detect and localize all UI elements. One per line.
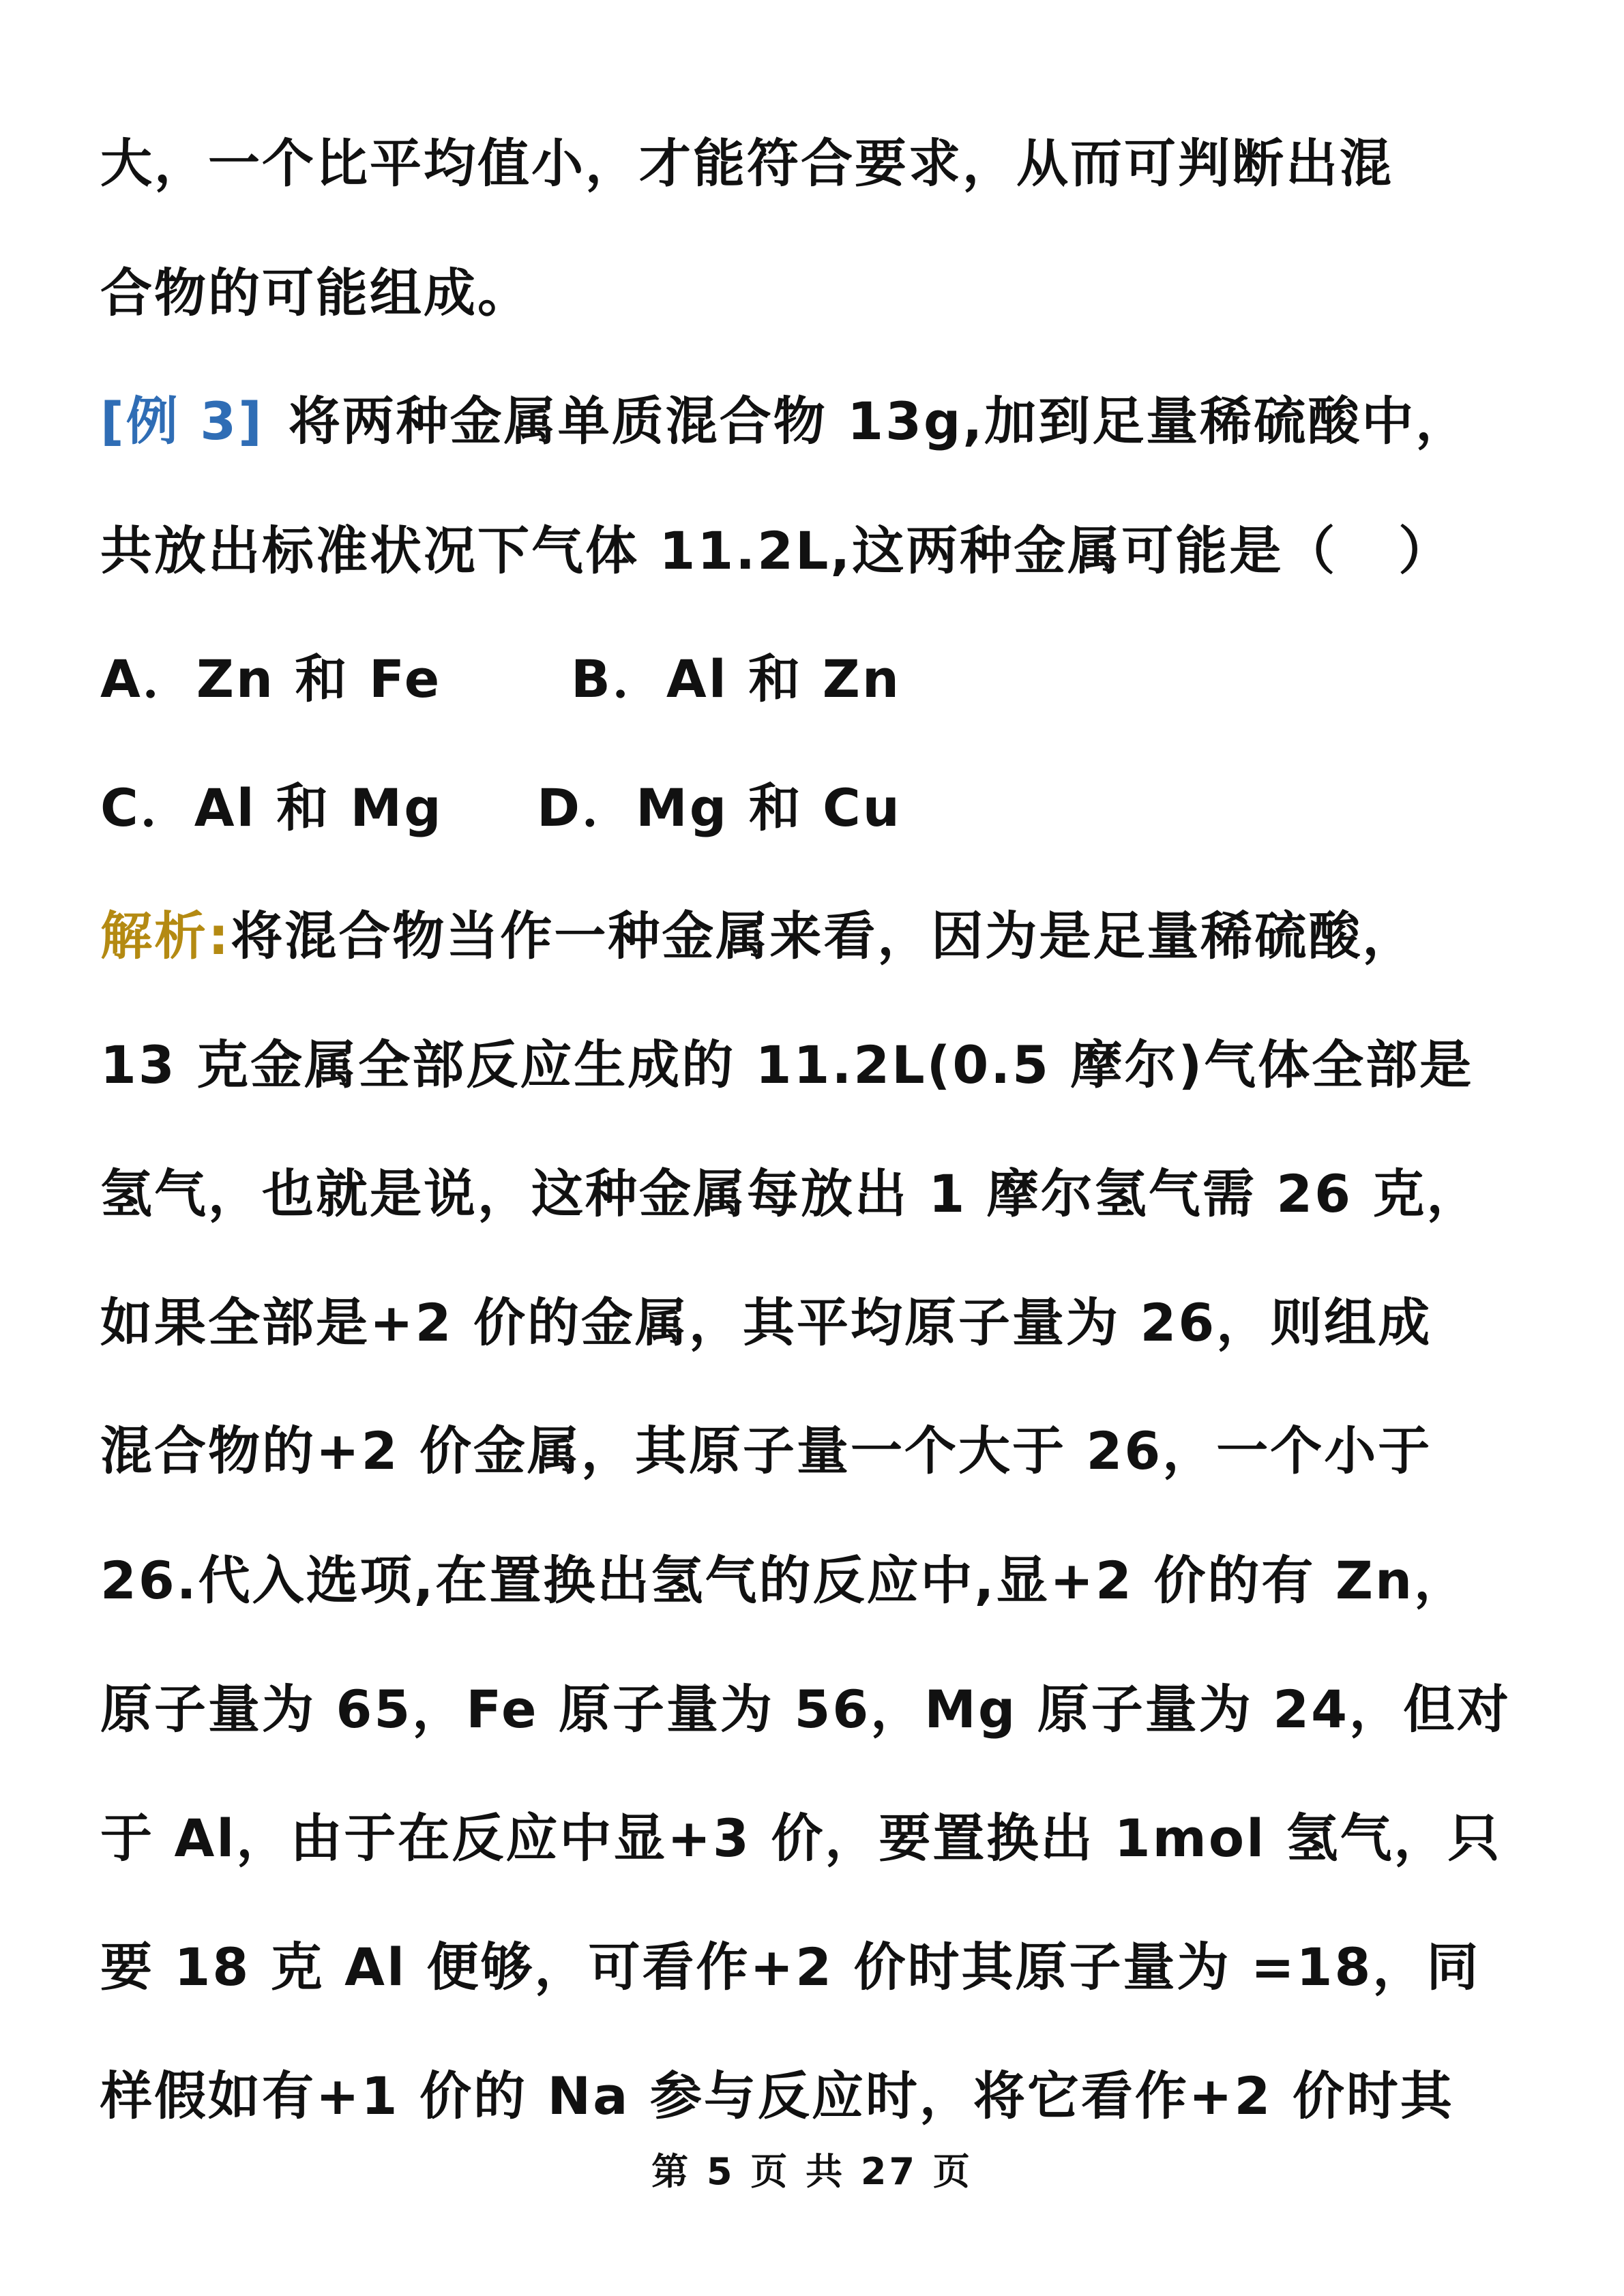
text-line bbox=[100, 252, 1526, 334]
analysis-text: 氢气，也就是说，这种金属每放出 1 摩尔氢气需 26 克， bbox=[100, 1163, 1481, 1224]
analysis-text: 原子量为 65，Fe 原子量为 56，Mg 原子量为 24，但对 bbox=[100, 1679, 1511, 1740]
paragraph-text: 大，一个比平均值小，才能符合要求，从而可判断出混 bbox=[100, 133, 1393, 194]
text-line bbox=[100, 123, 1526, 205]
analysis-text: 26.代入选项,在置换出氢气的反应中,显+2 价的有 Zn， bbox=[100, 1550, 1468, 1611]
example-question-text: 共放出标准状况下气体 11.2L,这两种金属可能是（ bbox=[100, 520, 1338, 581]
analysis-text: 将混合物当作一种金属来看，因为是足量稀硫酸， bbox=[231, 906, 1417, 966]
text-line bbox=[100, 1410, 1526, 1492]
options-row bbox=[100, 638, 1526, 720]
analysis-label: 解析: bbox=[100, 906, 231, 966]
page-footer bbox=[0, 2145, 1624, 2199]
option-d: D．Mg 和 Cu bbox=[537, 777, 902, 838]
option-b: B．Al 和 Zn bbox=[571, 648, 901, 709]
option-a: A．Zn 和 Fe bbox=[100, 648, 442, 709]
analysis-text: 要 18 克 Al 便够，可看作+2 价时其原子量为 =18，同 bbox=[100, 1937, 1481, 1997]
option-c: C．Al 和 Mg bbox=[100, 777, 443, 838]
options-row bbox=[100, 767, 1526, 849]
analysis-text: 混合物的+2 价金属，其原子量一个大于 26，一个小于 bbox=[100, 1420, 1432, 1481]
text-line bbox=[100, 1798, 1526, 1879]
analysis-heading-line bbox=[100, 895, 1526, 977]
text-line bbox=[100, 1669, 1526, 1750]
text-line bbox=[100, 2055, 1526, 2137]
text-line bbox=[100, 1540, 1526, 1622]
analysis-text: 13 克金属全部反应生成的 11.2L(0.5 摩尔)气体全部是 bbox=[100, 1034, 1474, 1095]
text-line bbox=[100, 1282, 1526, 1364]
analysis-text: 如果全部是+2 价的金属，其平均原子量为 26，则组成 bbox=[100, 1292, 1432, 1353]
text-line bbox=[100, 1024, 1526, 1106]
example-label: [例 3] bbox=[100, 391, 264, 451]
page-number: 第 5 页 共 27 页 bbox=[651, 2150, 973, 2193]
text-line bbox=[100, 1926, 1526, 2008]
text-line bbox=[100, 510, 1526, 592]
analysis-text: 于 Al，由于在反应中显+3 价，要置换出 1mol 氢气，只 bbox=[100, 1808, 1502, 1868]
example-question-text: 将两种金属单质混合物 13g,加到足量稀硫酸中， bbox=[288, 391, 1470, 451]
text-line bbox=[100, 1153, 1526, 1235]
analysis-text: 样假如有+1 价的 Na 参与反应时，将它看作+2 价时其 bbox=[100, 2066, 1454, 2126]
example-heading-line bbox=[100, 381, 1526, 462]
paragraph-text: 合物的可能组成。 bbox=[100, 263, 531, 323]
closing-paren: ） bbox=[1398, 520, 1453, 581]
